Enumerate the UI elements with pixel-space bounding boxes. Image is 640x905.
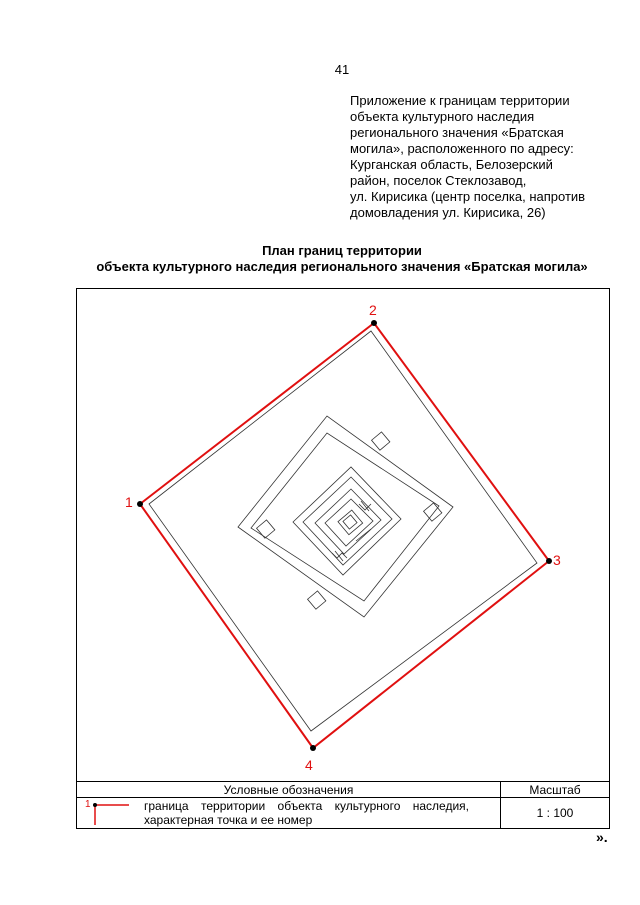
- memorial-outlines: [149, 331, 537, 731]
- appendix-line: Курганская область, Белозерский: [350, 157, 553, 172]
- appendix-line: ул. Кирисика (центр поселка, напротив: [350, 189, 586, 204]
- monument-base-middle: [303, 477, 392, 565]
- appendix-note: [350, 93, 620, 221]
- territory-boundary: [140, 323, 549, 748]
- boundary-point-1: [137, 501, 143, 507]
- legend-symbol-number: 1: [85, 799, 91, 810]
- monument-base-outer: [293, 467, 401, 575]
- appendix-line: объекта культурного наследия: [350, 109, 535, 124]
- boundary-point-3: [546, 558, 552, 564]
- point-label-1: 1: [125, 494, 133, 510]
- appendix-line: домовладения ул. Кирисика, 26): [350, 205, 546, 220]
- platform-inner: [251, 433, 439, 601]
- corner-block: [308, 591, 326, 609]
- corner-block: [257, 520, 275, 538]
- legend-table: [76, 781, 610, 829]
- closing-quote-mark: ».: [596, 829, 608, 845]
- legend-header: Условные обозначения: [77, 782, 501, 798]
- legend-entry: [77, 798, 501, 829]
- boundary-point-4: [310, 745, 316, 751]
- platform-outer: [238, 416, 453, 617]
- plan-title: [0, 243, 640, 275]
- appendix-line: район, поселок Стеклозавод,: [350, 173, 527, 188]
- appendix-line: могила», расположенного по адресу:: [350, 141, 574, 156]
- site-plan-drawing: [77, 289, 611, 783]
- step-line: [335, 551, 343, 561]
- point-label-4: 4: [305, 757, 313, 773]
- appendix-line: Приложение к границам территории: [350, 93, 570, 108]
- plan-title-line-2: объекта культурного наследия регионального значения «Братская могила»: [96, 259, 588, 274]
- legend-description: граница территории объекта культурного наследия, характерная точка и ее номер: [144, 799, 469, 827]
- scale-header: Масштаб: [501, 782, 610, 798]
- monument-core: [338, 510, 363, 535]
- plan-title-line-1: План границ территории: [262, 243, 422, 258]
- boundary-point-2: [371, 320, 377, 326]
- monument-core-inner: [343, 515, 357, 529]
- appendix-line: регионального значения «Братская: [350, 125, 564, 140]
- monument-pedestal: [325, 499, 373, 546]
- boundary-line-symbol: [77, 798, 137, 828]
- corner-block: [372, 432, 390, 450]
- page-number: 41: [334, 62, 350, 77]
- inner-territory-outline: [149, 331, 537, 731]
- point-label-3: 3: [553, 552, 561, 568]
- point-label-2: 2: [369, 302, 377, 318]
- scale-value: 1 : 100: [501, 798, 610, 829]
- site-plan-map: [76, 288, 610, 782]
